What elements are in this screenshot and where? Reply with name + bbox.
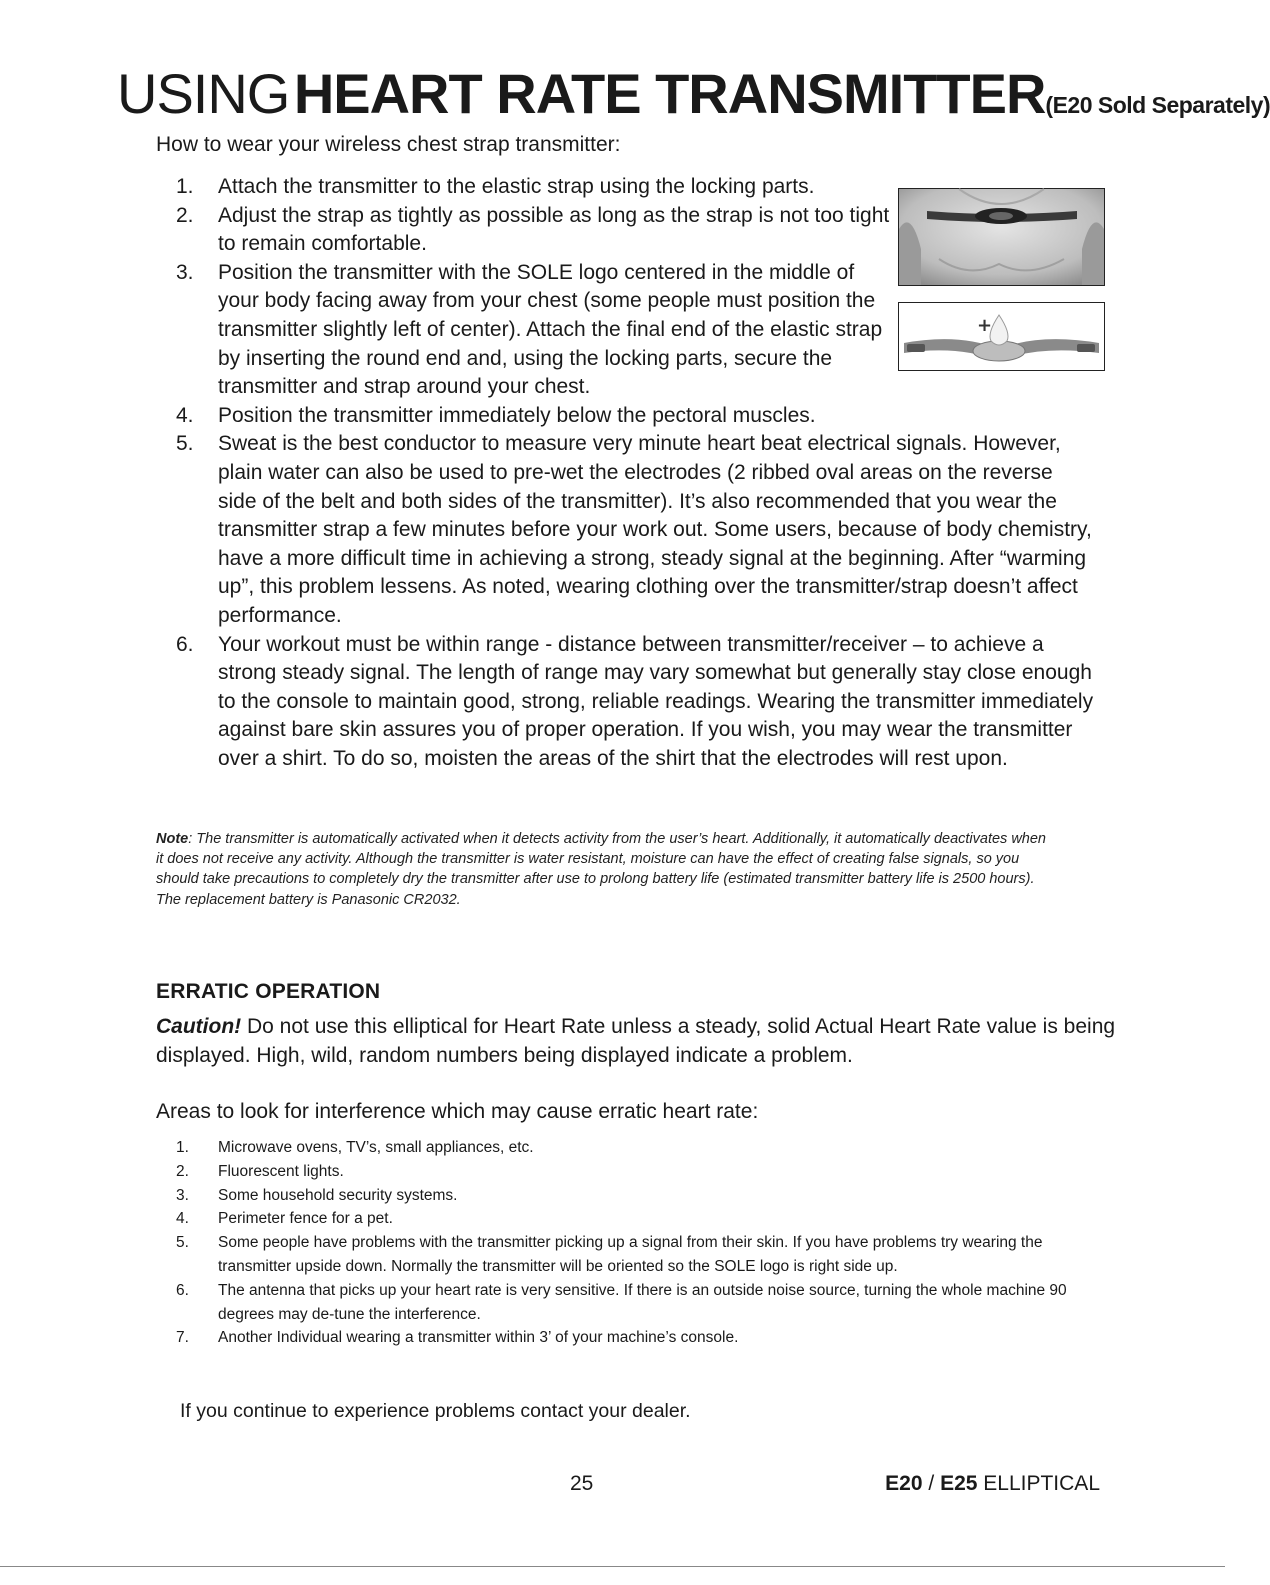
model-separator: / [922,1472,941,1495]
list-number: 2. [176,1162,189,1180]
step-text: Adjust the strap as tightly as possible as long as the strap is not too tight to remain comfortable. [218,203,890,256]
page-number: 25 [570,1472,594,1495]
step-number: 3. [176,260,194,284]
transmitter-illustration [899,303,1104,370]
interference-list [176,1136,1116,1350]
step-number: 1. [176,175,194,198]
note-text: : The transmitter is automatically activated when it detects activity from the user’s heart. Additionally, it automatically deactivates when it does not receive any activity. Although the transmitter is water resistant, moisture can have the effect of creating false signals, so you should take precautions to completely dry the transmitter after use to prolong battery life (estimated transmitter battery life is 2500 hours). The replacement battery is Panasonic CR2032. [156,831,1046,908]
list-text: Fluorescent lights. [218,1162,344,1180]
caution-paragraph [156,1013,1116,1070]
note-paragraph [156,829,1056,910]
torso-illustration [899,189,1104,285]
step-text: Attach the transmitter to the elastic strap using the locking parts. [218,175,815,198]
list-number: 3. [176,1186,189,1204]
model-e25: E25 [940,1472,978,1495]
step-item [176,259,898,402]
list-text: Some household security systems. [218,1186,458,1204]
model-e20: E20 [885,1472,923,1495]
model-label [885,1472,1100,1496]
transmitter-photo [898,302,1105,371]
intro-text: How to wear your wireless chest strap transmitter: [156,133,621,156]
step-item [176,631,1096,774]
list-text: The antenna that picks up your heart rate is very sensitive. If there is an outside noise source, turning the whole machine 90 degrees may de-tune the interference. [218,1281,1067,1323]
areas-intro: Areas to look for interference which may cause erratic heart rate: [156,1100,759,1123]
title-bold: HEART RATE TRANSMITTER [293,62,1046,125]
list-item [176,1184,1116,1208]
title-light: USING [117,62,290,125]
contact-text: If you continue to experience problems contact your dealer. [180,1400,691,1422]
step-text: Sweat is the best conductor to measure very minute heart beat electrical signals. However, plain water can also be used to pre-wet the electrodes (2 ribbed oval areas on the reverse side of the belt and both sides of the transmitter). It’s also recommended that you wear the transmitter strap a few minutes before your work out. Some users, because of body chemistry, have a more difficult time in achieving a strong, steady signal at the beginning. After “warming up”, this problem lessens. As noted, wearing clothing over the transmitter/strap doesn’t affect performance. [218,432,1092,627]
step-text: Your workout must be within range - distance between transmitter/receiver – to achieve a strong steady signal. The length of range may vary somewhat but generally stay close enough to the console to maintain good, strong, reliable readings. Wearing the transmitter immediately against bare skin assures you of proper operation. If you wish, you may wear the transmitter over a shirt. To do so, moisten the areas of the shirt that the electrodes will rest upon. [218,632,1094,770]
step-number: 6. [176,632,194,656]
caution-text: Do not use this elliptical for Heart Rate unless a steady, solid Actual Heart Rate value is being displayed. High, wild, random numbers being displayed indicate a problem. [156,1015,1116,1067]
note-label: Note [156,831,189,847]
title-note: (E20 Sold Separately) [1045,92,1270,118]
list-number: 4. [176,1210,189,1228]
list-item [176,1279,1116,1327]
step-number: 4. [176,403,194,427]
step-item [176,402,1096,431]
list-number: 5. [176,1234,189,1252]
page-title [117,62,1270,125]
step-item [176,430,1096,630]
list-number: 1. [176,1139,189,1156]
list-text: Microwave ovens, TV’s, small appliances, etc. [218,1139,534,1156]
list-item [176,1160,1116,1184]
list-item [176,1207,1116,1231]
plus-icon: + [977,315,993,336]
list-number: 7. [176,1329,189,1347]
erratic-heading: ERRATIC OPERATION [156,980,381,1003]
step-text: Position the transmitter immediately below the pectoral muscles. [218,403,816,427]
list-number: 6. [176,1281,189,1299]
caution-label: Caution! [156,1015,242,1038]
list-item [176,1326,1116,1350]
list-text: Another Individual wearing a transmitter within 3’ of your machine’s console. [218,1329,739,1347]
step-number: 2. [176,203,194,227]
bottom-divider [0,1566,1225,1567]
list-item [176,1136,1116,1160]
model-suffix: ELLIPTICAL [977,1472,1100,1495]
step-text: Position the transmitter with the SOLE logo centered in the middle of your body facing away from your chest (some people must position the transmitter slightly left of center). Attach the final end of the elastic strap by inserting the round end and, using the locking parts, secure the transmitter and strap around your chest. [218,260,883,399]
step-number: 5. [176,432,194,456]
list-item [176,1231,1116,1279]
list-text: Some people have problems with the transmitter picking up a signal from their skin. If you have problems try wearing the transmitter upside down. Normally the transmitter will be oriented so the SOLE logo is right side up. [218,1234,1043,1275]
step-item [176,202,898,259]
list-text: Perimeter fence for a pet. [218,1210,393,1228]
chest-strap-photo [898,188,1105,286]
step-item [176,173,898,202]
